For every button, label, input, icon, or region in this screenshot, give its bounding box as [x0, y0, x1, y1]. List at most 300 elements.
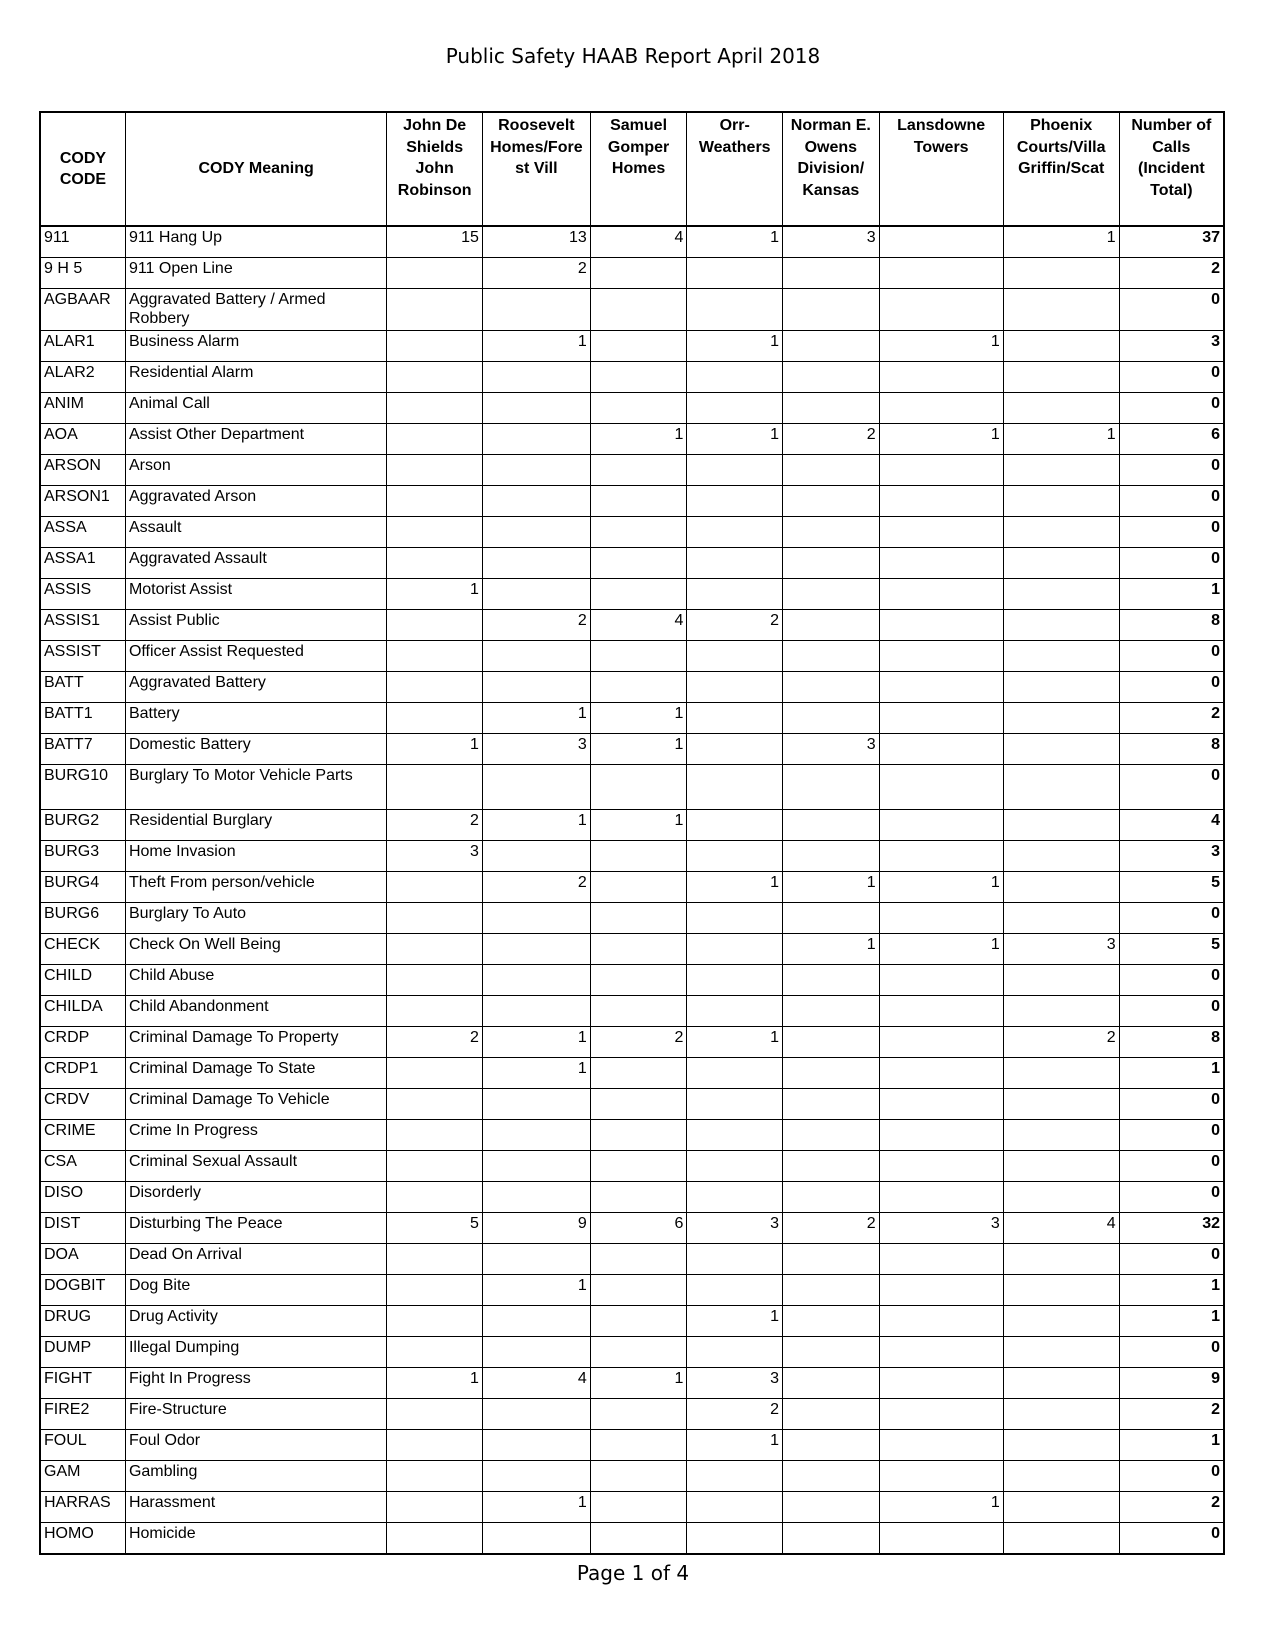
count-cell — [590, 934, 687, 965]
count-cell: 1 — [387, 1368, 483, 1399]
cody-code-cell: BURG6 — [40, 903, 125, 934]
count-cell — [687, 517, 783, 548]
count-cell — [687, 810, 783, 841]
table-row — [40, 1523, 1224, 1555]
cody-meaning-cell: Domestic Battery — [125, 734, 386, 765]
cody-code-cell: CRDP1 — [40, 1058, 125, 1089]
count-cell — [879, 455, 1003, 486]
count-cell: 3 — [687, 1368, 783, 1399]
table-row — [40, 765, 1224, 810]
count-cell — [1003, 1058, 1119, 1089]
cody-meaning-cell: Fight In Progress — [125, 1368, 386, 1399]
cody-code-cell: HARRAS — [40, 1492, 125, 1523]
cody-code-cell: CRDV — [40, 1089, 125, 1120]
cody-meaning-cell: Criminal Damage To Vehicle — [125, 1089, 386, 1120]
table-row — [40, 1027, 1224, 1058]
total-cell: 0 — [1119, 517, 1224, 548]
count-cell — [687, 672, 783, 703]
cody-code-cell: ALAR1 — [40, 331, 125, 362]
count-cell — [1003, 1182, 1119, 1213]
count-cell — [482, 1523, 590, 1555]
count-cell — [482, 1337, 590, 1368]
cody-code-cell: ALAR2 — [40, 362, 125, 393]
count-cell — [482, 1120, 590, 1151]
count-cell — [482, 362, 590, 393]
column-header: Samuel Gomper Homes — [590, 112, 687, 226]
table-row — [40, 810, 1224, 841]
count-cell — [1003, 1151, 1119, 1182]
count-cell — [687, 393, 783, 424]
total-cell: 2 — [1119, 1399, 1224, 1430]
count-cell — [879, 965, 1003, 996]
count-cell — [783, 1244, 880, 1275]
count-cell: 2 — [1003, 1027, 1119, 1058]
count-cell — [387, 1275, 483, 1306]
count-cell — [590, 903, 687, 934]
cody-meaning-cell: Disorderly — [125, 1182, 386, 1213]
count-cell — [387, 641, 483, 672]
total-cell: 0 — [1119, 1151, 1224, 1182]
table-row — [40, 1492, 1224, 1523]
count-cell — [590, 455, 687, 486]
cody-code-cell: BATT — [40, 672, 125, 703]
column-header: Number of Calls (Incident Total) — [1119, 112, 1224, 226]
count-cell — [1003, 1368, 1119, 1399]
count-cell — [1003, 1523, 1119, 1555]
count-cell — [1003, 610, 1119, 641]
count-cell — [783, 1399, 880, 1430]
cody-meaning-cell: Illegal Dumping — [125, 1337, 386, 1368]
count-cell — [387, 965, 483, 996]
count-cell — [1003, 996, 1119, 1027]
column-header: John De Shields John Robinson — [387, 112, 483, 226]
total-cell: 0 — [1119, 641, 1224, 672]
count-cell — [1003, 1089, 1119, 1120]
table-row — [40, 331, 1224, 362]
count-cell — [482, 641, 590, 672]
cody-meaning-cell: Assault — [125, 517, 386, 548]
count-cell — [879, 1151, 1003, 1182]
cody-code-cell: BURG4 — [40, 872, 125, 903]
count-cell — [1003, 1337, 1119, 1368]
count-cell: 1 — [482, 1275, 590, 1306]
total-cell: 5 — [1119, 934, 1224, 965]
table-row — [40, 1058, 1224, 1089]
count-cell — [1003, 641, 1119, 672]
table-row — [40, 362, 1224, 393]
cody-meaning-cell: Dead On Arrival — [125, 1244, 386, 1275]
table-row — [40, 486, 1224, 517]
count-cell — [387, 1151, 483, 1182]
count-cell — [590, 331, 687, 362]
count-cell — [687, 258, 783, 289]
count-cell — [387, 1089, 483, 1120]
count-cell — [590, 289, 687, 331]
count-cell: 2 — [687, 610, 783, 641]
table-row — [40, 1151, 1224, 1182]
count-cell: 1 — [783, 872, 880, 903]
table-row — [40, 1368, 1224, 1399]
cody-code-cell: DISO — [40, 1182, 125, 1213]
count-cell — [783, 965, 880, 996]
count-cell — [1003, 1244, 1119, 1275]
cody-meaning-cell: Drug Activity — [125, 1306, 386, 1337]
count-cell — [1003, 1120, 1119, 1151]
count-cell — [482, 579, 590, 610]
count-cell — [387, 672, 483, 703]
count-cell: 15 — [387, 226, 483, 258]
count-cell — [387, 1306, 483, 1337]
total-cell: 1 — [1119, 1275, 1224, 1306]
count-cell — [590, 765, 687, 810]
cody-meaning-cell: Dog Bite — [125, 1275, 386, 1306]
count-cell — [783, 1058, 880, 1089]
count-cell: 1 — [590, 703, 687, 734]
count-cell — [687, 1089, 783, 1120]
count-cell — [387, 996, 483, 1027]
cody-meaning-cell: Homicide — [125, 1523, 386, 1555]
count-cell — [783, 1523, 880, 1555]
table-row — [40, 1182, 1224, 1213]
column-header: Phoenix Courts/Villa Griffin/Scat — [1003, 112, 1119, 226]
count-cell — [783, 996, 880, 1027]
total-cell: 0 — [1119, 1523, 1224, 1555]
cody-code-cell: ASSIS — [40, 579, 125, 610]
count-cell — [482, 996, 590, 1027]
count-cell — [687, 1337, 783, 1368]
count-cell — [687, 1120, 783, 1151]
count-cell — [482, 1151, 590, 1182]
count-cell — [1003, 1492, 1119, 1523]
cody-code-cell: CRDP — [40, 1027, 125, 1058]
count-cell — [687, 1182, 783, 1213]
count-cell: 1 — [879, 934, 1003, 965]
count-cell — [387, 765, 483, 810]
cody-meaning-cell: Fire-Structure — [125, 1399, 386, 1430]
table-row — [40, 258, 1224, 289]
count-cell — [387, 1244, 483, 1275]
total-cell: 0 — [1119, 1089, 1224, 1120]
count-cell: 1 — [687, 1430, 783, 1461]
count-cell: 2 — [387, 810, 483, 841]
count-cell — [783, 1430, 880, 1461]
count-cell — [1003, 1461, 1119, 1492]
total-cell: 0 — [1119, 996, 1224, 1027]
cody-meaning-cell: Aggravated Arson — [125, 486, 386, 517]
count-cell — [879, 810, 1003, 841]
count-cell — [387, 1182, 483, 1213]
cody-code-cell: ANIM — [40, 393, 125, 424]
cody-meaning-cell: Burglary To Auto — [125, 903, 386, 934]
total-cell: 8 — [1119, 610, 1224, 641]
cody-code-cell: DRUG — [40, 1306, 125, 1337]
cody-code-cell: ASSA — [40, 517, 125, 548]
count-cell — [879, 579, 1003, 610]
cody-code-cell: BURG2 — [40, 810, 125, 841]
count-cell: 2 — [482, 258, 590, 289]
total-cell: 1 — [1119, 579, 1224, 610]
cody-code-cell: 911 — [40, 226, 125, 258]
count-cell — [687, 996, 783, 1027]
count-cell — [879, 1523, 1003, 1555]
table-row — [40, 610, 1224, 641]
total-cell: 0 — [1119, 289, 1224, 331]
count-cell: 4 — [1003, 1213, 1119, 1244]
total-cell: 9 — [1119, 1368, 1224, 1399]
cody-meaning-cell: Child Abuse — [125, 965, 386, 996]
count-cell — [1003, 810, 1119, 841]
count-cell — [1003, 486, 1119, 517]
count-cell — [783, 841, 880, 872]
cody-code-cell: CSA — [40, 1151, 125, 1182]
count-cell — [387, 548, 483, 579]
count-cell: 13 — [482, 226, 590, 258]
count-cell — [387, 610, 483, 641]
count-cell — [482, 455, 590, 486]
count-cell — [590, 517, 687, 548]
cody-code-cell: ARSON — [40, 455, 125, 486]
column-header: Orr- Weathers — [687, 112, 783, 226]
table-row — [40, 1306, 1224, 1337]
count-cell — [590, 393, 687, 424]
count-cell — [590, 1275, 687, 1306]
cody-meaning-cell: Foul Odor — [125, 1430, 386, 1461]
count-cell: 1 — [879, 872, 1003, 903]
total-cell: 4 — [1119, 810, 1224, 841]
count-cell — [879, 517, 1003, 548]
cody-meaning-cell: Arson — [125, 455, 386, 486]
count-cell — [590, 1399, 687, 1430]
count-cell: 1 — [590, 734, 687, 765]
cody-code-cell: GAM — [40, 1461, 125, 1492]
table-row — [40, 1089, 1224, 1120]
report-table — [39, 111, 1225, 1555]
count-cell — [687, 1461, 783, 1492]
count-cell — [783, 703, 880, 734]
count-cell — [1003, 703, 1119, 734]
count-cell — [590, 965, 687, 996]
count-cell — [687, 362, 783, 393]
total-cell: 8 — [1119, 1027, 1224, 1058]
count-cell — [1003, 548, 1119, 579]
count-cell — [1003, 1399, 1119, 1430]
count-cell — [783, 1120, 880, 1151]
count-cell: 4 — [590, 610, 687, 641]
cody-meaning-cell: Burglary To Motor Vehicle Parts — [125, 765, 386, 810]
count-cell — [387, 517, 483, 548]
count-cell: 1 — [879, 331, 1003, 362]
table-row — [40, 965, 1224, 996]
count-cell — [590, 1306, 687, 1337]
count-cell — [783, 1182, 880, 1213]
count-cell — [387, 903, 483, 934]
table-row — [40, 841, 1224, 872]
count-cell — [1003, 1306, 1119, 1337]
table-row — [40, 1244, 1224, 1275]
count-cell — [783, 548, 880, 579]
count-cell — [783, 810, 880, 841]
cody-code-cell: BURG3 — [40, 841, 125, 872]
count-cell — [387, 934, 483, 965]
cody-meaning-cell: Officer Assist Requested — [125, 641, 386, 672]
count-cell — [482, 548, 590, 579]
count-cell — [879, 393, 1003, 424]
table-row — [40, 1213, 1224, 1244]
page-title: Public Safety HAAB Report April 2018 — [445, 44, 821, 68]
count-cell — [387, 455, 483, 486]
total-cell: 0 — [1119, 548, 1224, 579]
cody-code-cell: ASSA1 — [40, 548, 125, 579]
count-cell — [1003, 455, 1119, 486]
cody-meaning-cell: Motorist Assist — [125, 579, 386, 610]
count-cell — [482, 486, 590, 517]
total-cell: 0 — [1119, 965, 1224, 996]
count-cell: 1 — [482, 1058, 590, 1089]
total-cell: 0 — [1119, 1461, 1224, 1492]
cody-code-cell: BATT7 — [40, 734, 125, 765]
total-cell: 1 — [1119, 1058, 1224, 1089]
count-cell — [783, 765, 880, 810]
count-cell — [1003, 1430, 1119, 1461]
column-header: CODY CODE — [40, 112, 125, 226]
count-cell: 9 — [482, 1213, 590, 1244]
count-cell — [1003, 1275, 1119, 1306]
count-cell — [482, 1461, 590, 1492]
table-row — [40, 1120, 1224, 1151]
count-cell — [482, 841, 590, 872]
total-cell: 0 — [1119, 1244, 1224, 1275]
count-cell — [687, 703, 783, 734]
count-cell: 1 — [687, 1027, 783, 1058]
count-cell — [783, 393, 880, 424]
total-cell: 0 — [1119, 1337, 1224, 1368]
count-cell — [879, 1368, 1003, 1399]
report-body — [40, 226, 1224, 1554]
count-cell — [482, 393, 590, 424]
count-cell — [482, 424, 590, 455]
total-cell: 2 — [1119, 1492, 1224, 1523]
count-cell — [879, 734, 1003, 765]
count-cell — [387, 1399, 483, 1430]
count-cell — [482, 517, 590, 548]
cody-meaning-cell: Assist Public — [125, 610, 386, 641]
count-cell — [1003, 765, 1119, 810]
count-cell — [879, 1244, 1003, 1275]
count-cell: 1 — [387, 734, 483, 765]
count-cell — [590, 1337, 687, 1368]
table-row — [40, 517, 1224, 548]
count-cell — [590, 1182, 687, 1213]
count-cell — [687, 1244, 783, 1275]
count-cell — [783, 486, 880, 517]
cody-meaning-cell: 911 Hang Up — [125, 226, 386, 258]
count-cell — [387, 289, 483, 331]
count-cell — [687, 579, 783, 610]
count-cell — [1003, 331, 1119, 362]
count-cell: 5 — [387, 1213, 483, 1244]
cody-meaning-cell: Criminal Damage To State — [125, 1058, 386, 1089]
table-row — [40, 734, 1224, 765]
count-cell — [387, 362, 483, 393]
table-row — [40, 579, 1224, 610]
count-cell — [590, 996, 687, 1027]
count-cell: 1 — [590, 810, 687, 841]
count-cell — [783, 1461, 880, 1492]
cody-meaning-cell: Battery — [125, 703, 386, 734]
count-cell — [687, 1151, 783, 1182]
table-row — [40, 1275, 1224, 1306]
count-cell — [687, 1523, 783, 1555]
count-cell — [879, 841, 1003, 872]
table-row — [40, 996, 1224, 1027]
count-cell: 1 — [687, 872, 783, 903]
count-cell — [879, 765, 1003, 810]
count-cell — [387, 872, 483, 903]
count-cell — [783, 1492, 880, 1523]
count-cell — [590, 486, 687, 517]
count-cell — [482, 765, 590, 810]
cody-code-cell: CRIME — [40, 1120, 125, 1151]
count-cell — [687, 455, 783, 486]
count-cell — [783, 362, 880, 393]
count-cell — [590, 1461, 687, 1492]
count-cell — [1003, 872, 1119, 903]
count-cell: 3 — [1003, 934, 1119, 965]
count-cell — [879, 258, 1003, 289]
cody-code-cell: FOUL — [40, 1430, 125, 1461]
column-header: Lansdowne Towers — [879, 112, 1003, 226]
count-cell — [1003, 903, 1119, 934]
table-row — [40, 872, 1224, 903]
cody-code-cell: AOA — [40, 424, 125, 455]
cody-meaning-cell: Criminal Sexual Assault — [125, 1151, 386, 1182]
count-cell: 1 — [482, 703, 590, 734]
total-cell: 3 — [1119, 331, 1224, 362]
cody-meaning-cell: Check On Well Being — [125, 934, 386, 965]
count-cell: 1 — [687, 226, 783, 258]
count-cell — [590, 1151, 687, 1182]
count-cell — [783, 258, 880, 289]
cody-code-cell: DIST — [40, 1213, 125, 1244]
count-cell — [1003, 734, 1119, 765]
count-cell — [1003, 393, 1119, 424]
count-cell — [783, 1151, 880, 1182]
count-cell — [387, 331, 483, 362]
count-cell — [482, 1089, 590, 1120]
table-row — [40, 1337, 1224, 1368]
count-cell — [387, 1523, 483, 1555]
total-cell: 37 — [1119, 226, 1224, 258]
count-cell: 3 — [687, 1213, 783, 1244]
cody-meaning-cell: Residential Alarm — [125, 362, 386, 393]
cody-meaning-cell: Aggravated Battery — [125, 672, 386, 703]
count-cell — [783, 579, 880, 610]
count-cell — [387, 1461, 483, 1492]
count-cell — [387, 703, 483, 734]
count-cell — [783, 1337, 880, 1368]
count-cell: 4 — [482, 1368, 590, 1399]
count-cell — [387, 486, 483, 517]
count-cell: 3 — [783, 734, 880, 765]
total-cell: 3 — [1119, 841, 1224, 872]
count-cell: 1 — [590, 1368, 687, 1399]
count-cell: 2 — [783, 1213, 880, 1244]
cody-meaning-cell: Disturbing The Peace — [125, 1213, 386, 1244]
count-cell — [879, 903, 1003, 934]
count-cell — [783, 331, 880, 362]
cody-meaning-cell: Business Alarm — [125, 331, 386, 362]
table-row — [40, 934, 1224, 965]
